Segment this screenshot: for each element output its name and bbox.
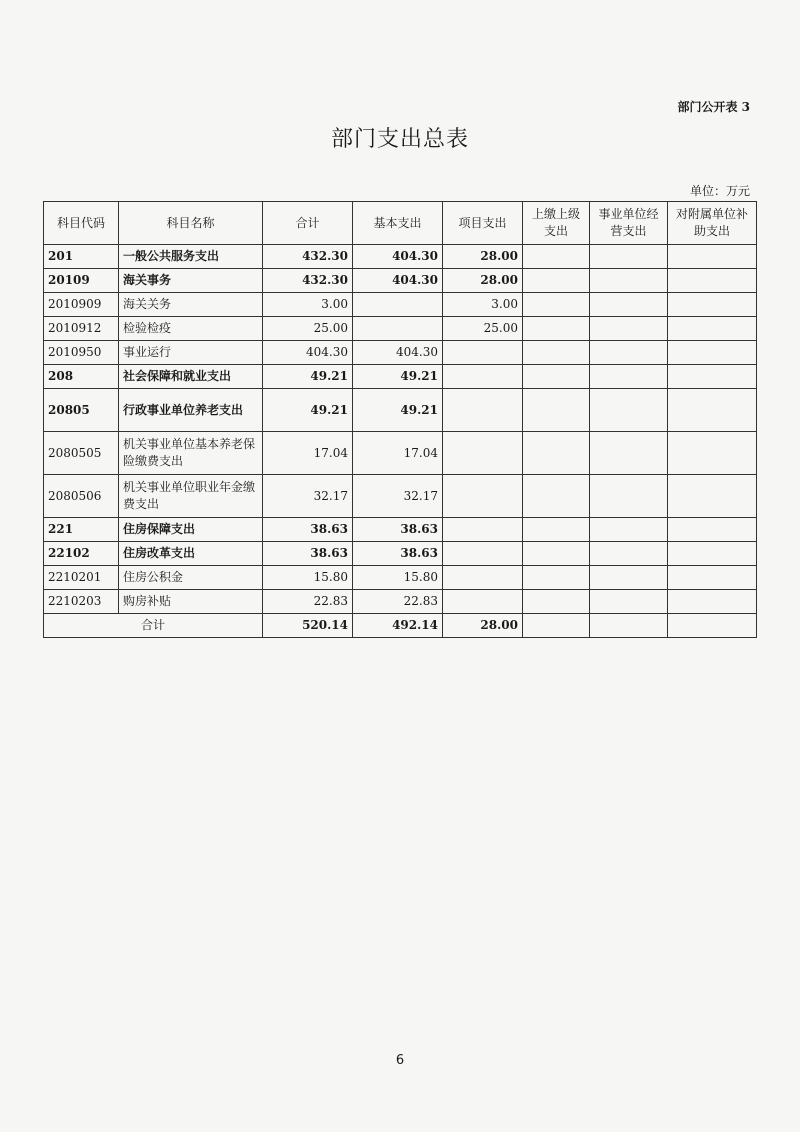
table-row [44,542,757,566]
cell-project [443,432,523,475]
cell-name: 行政事业单位养老支出 [119,389,263,432]
cell-project [443,365,523,389]
cell-total: 432.30 [263,269,353,293]
cell-total: 49.21 [263,365,353,389]
cell-project: 25.00 [443,317,523,341]
cell-code: 2210201 [44,566,119,590]
unit-label: 单位：万元 [689,184,750,198]
header-code: 科目代码 [44,202,119,245]
total-sum: 520.14 [263,614,353,638]
cell-name: 住房改革支出 [119,542,263,566]
cell-total: 17.04 [263,432,353,475]
cell-basic [353,293,443,317]
cell-project: 28.00 [443,269,523,293]
cell-name: 社会保障和就业支出 [119,365,263,389]
cell-project [443,542,523,566]
cell-name: 事业运行 [119,341,263,365]
cell-code: 20805 [44,389,119,432]
table-row [44,245,757,269]
cell-upper [523,475,590,518]
cell-upper [523,317,590,341]
header-project: 项目支出 [443,202,523,245]
header-row [44,202,757,245]
cell-project [443,475,523,518]
cell-business [590,245,668,269]
cell-name: 海关事务 [119,269,263,293]
cell-business [590,542,668,566]
cell-upper [523,566,590,590]
cell-code: 2080506 [44,475,119,518]
cell-subsidy [668,475,757,518]
table-row [44,518,757,542]
cell-business [590,293,668,317]
cell-code: 2010912 [44,317,119,341]
cell-subsidy [668,432,757,475]
cell-total: 432.30 [263,245,353,269]
cell-business [590,518,668,542]
header-basic: 基本支出 [353,202,443,245]
table-row [44,590,757,614]
cell-business [590,341,668,365]
table-row [44,269,757,293]
cell-name: 住房保障支出 [119,518,263,542]
cell-subsidy [668,317,757,341]
cell-code: 2010909 [44,293,119,317]
cell-upper [523,245,590,269]
cell-name: 机关事业单位基本养老保险缴费支出 [119,432,263,475]
cell-basic: 49.21 [353,365,443,389]
header-subsidy: 对附属单位补助支出 [668,202,757,245]
expenditure-table [43,201,757,638]
cell-basic: 32.17 [353,475,443,518]
total-label: 合计 [44,614,263,638]
cell-subsidy [668,293,757,317]
cell-total: 38.63 [263,518,353,542]
cell-upper [523,341,590,365]
cell-business [590,566,668,590]
cell-subsidy [668,245,757,269]
table-number: 部门公开表 3 [677,100,750,114]
total-upper [523,614,590,638]
cell-upper [523,293,590,317]
cell-subsidy [668,566,757,590]
cell-subsidy [668,542,757,566]
total-row [44,614,757,638]
cell-basic: 404.30 [353,341,443,365]
table-row [44,317,757,341]
cell-total: 15.80 [263,566,353,590]
cell-subsidy [668,341,757,365]
cell-name: 海关关务 [119,293,263,317]
cell-code: 2080505 [44,432,119,475]
cell-name: 检验检疫 [119,317,263,341]
cell-project: 28.00 [443,245,523,269]
cell-business [590,475,668,518]
cell-total: 404.30 [263,341,353,365]
cell-code: 20109 [44,269,119,293]
cell-basic: 15.80 [353,566,443,590]
cell-upper [523,389,590,432]
cell-business [590,432,668,475]
cell-total: 49.21 [263,389,353,432]
cell-basic [353,317,443,341]
cell-upper [523,590,590,614]
cell-business [590,365,668,389]
table-row [44,389,757,432]
cell-business [590,317,668,341]
cell-project [443,590,523,614]
cell-project [443,389,523,432]
cell-project [443,518,523,542]
cell-upper [523,269,590,293]
page-title: 部门支出总表 [330,127,469,152]
cell-upper [523,432,590,475]
cell-subsidy [668,365,757,389]
total-business [590,614,668,638]
cell-code: 221 [44,518,119,542]
header-name: 科目名称 [119,202,263,245]
cell-basic: 17.04 [353,432,443,475]
cell-name: 一般公共服务支出 [119,245,263,269]
cell-name: 机关事业单位职业年金缴费支出 [119,475,263,518]
cell-upper [523,365,590,389]
cell-subsidy [668,518,757,542]
cell-business [590,590,668,614]
cell-code: 2210203 [44,590,119,614]
cell-project: 3.00 [443,293,523,317]
table-row [44,293,757,317]
total-subsidy [668,614,757,638]
table-row [44,341,757,365]
cell-code: 2010950 [44,341,119,365]
cell-basic: 38.63 [353,542,443,566]
cell-basic: 49.21 [353,389,443,432]
cell-total: 3.00 [263,293,353,317]
cell-name: 住房公积金 [119,566,263,590]
cell-upper [523,542,590,566]
cell-upper [523,518,590,542]
table-row [44,475,757,518]
cell-code: 22102 [44,542,119,566]
cell-basic: 38.63 [353,518,443,542]
cell-subsidy [668,590,757,614]
cell-total: 25.00 [263,317,353,341]
cell-total: 32.17 [263,475,353,518]
cell-business [590,269,668,293]
table-row [44,432,757,475]
cell-project [443,566,523,590]
cell-basic: 404.30 [353,245,443,269]
cell-basic: 22.83 [353,590,443,614]
cell-total: 38.63 [263,542,353,566]
total-basic: 492.14 [353,614,443,638]
cell-code: 208 [44,365,119,389]
cell-project [443,341,523,365]
cell-code: 201 [44,245,119,269]
cell-subsidy [668,389,757,432]
cell-subsidy [668,269,757,293]
header-business: 事业单位经营支出 [590,202,668,245]
cell-name: 购房补贴 [119,590,263,614]
table-row [44,566,757,590]
cell-business [590,389,668,432]
total-project: 28.00 [443,614,523,638]
header-upper: 上缴上级支出 [523,202,590,245]
page-number: 6 [395,1053,405,1068]
header-total: 合计 [263,202,353,245]
cell-basic: 404.30 [353,269,443,293]
table-row [44,365,757,389]
cell-total: 22.83 [263,590,353,614]
